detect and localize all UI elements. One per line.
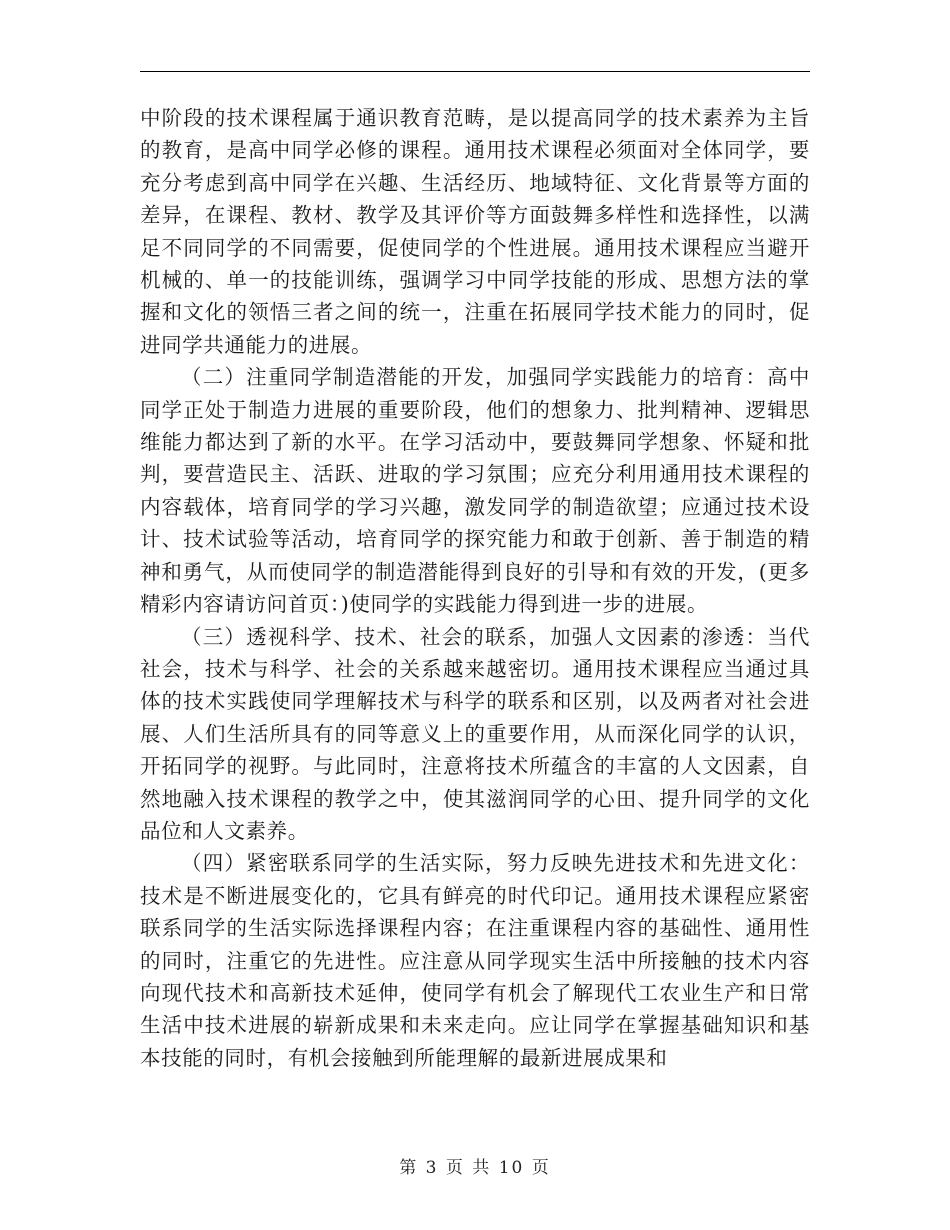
paragraph-section-2: （二）注重同学制造潜能的开发，加强同学实践能力的培育：高中同学正处于制造力进展的重要阶段，他们的想象力、批判精神、逻辑思维能力都达到了新的水平。在学习活动中，要鼓舞同学想象、怀疑和批判，要营造民主、活跃、进取的学习氛围；应充分利用通用技术课程的内容载体，培育同学的学习兴趣，激发同学的制造欲望；应通过技术设计、技术试验等活动，培育同学的探究能力和敢于创新、善于制造的精神和勇气，从而使同学的制造潜能得到良好的引导和有效的开发，(更多精彩内容请访问首页：)使同学的实践能力得到进一步的进展。: [140, 365, 810, 617]
document-body: [140, 102, 810, 1074]
header-divider: [140, 71, 810, 72]
paragraph-continuation: 中阶段的技术课程属于通识教育范畴，是以提高同学的技术素养为主旨的教育，是高中同学必修的课程。通用技术课程必须面对全体同学，要充分考虑到高中同学在兴趣、生活经历、地域特征、文化背景等方面的差异，在课程、教材、教学及其评价等方面鼓舞多样性和选择性，以满足不同同学的不同需要，促使同学的个性进展。通用技术课程应当避开机械的、单一的技能训练，强调学习中同学技能的形成、思想方法的掌握和文化的领悟三者之间的统一，注重在拓展同学技术能力的同时，促进同学共通能力的进展。: [140, 106, 810, 357]
page-number-footer: 第 3 页 共 10 页: [399, 1158, 551, 1178]
paragraph-section-3: （三）透视科学、技术、社会的联系，加强人文因素的渗透：当代社会，技术与科学、社会的关系越来越密切。通用技术课程应当通过具体的技术实践使同学理解技术与科学的联系和区别，以及两者对社会进展、人们生活所具有的同等意义上的重要作用，从而深化同学的认识，开拓同学的视野。与此同时，注意将技术所蕴含的丰富的人文因素，自然地融入技术课程的教学之中，使其滋润同学的心田、提升同学的文化品位和人文素养。: [140, 624, 810, 843]
paragraph-section-4: （四）紧密联系同学的生活实际，努力反映先进技术和先进文化：技术是不断进展变化的，它具有鲜亮的时代印记。通用技术课程应紧密联系同学的生活实际选择课程内容；在注重课程内容的基础性、通用性的同时，注重它的先进性。应注意从同学现实生活中所接触的技术内容向现代技术和高新技术延伸，使同学有机会了解现代工农业生产和日常生活中技术进展的崭新成果和未来走向。应让同学在掌握基础知识和基本技能的同时，有机会接触到所能理解的最新进展成果和: [140, 851, 810, 1070]
